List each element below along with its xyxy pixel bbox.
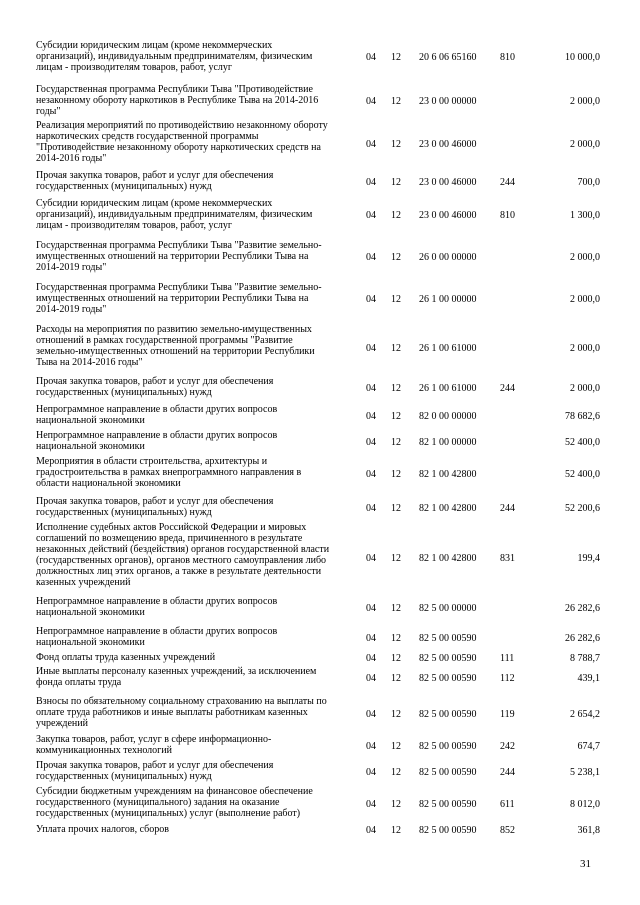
- row-section-code: 04: [366, 741, 376, 752]
- row-subsection-code: 12: [391, 825, 401, 836]
- table-row: [0, 522, 640, 594]
- row-target-article-code: 82 5 00 00590: [419, 799, 477, 810]
- row-target-article-code: 82 5 00 00590: [419, 673, 477, 684]
- row-section-code: 04: [366, 799, 376, 810]
- row-subsection-code: 12: [391, 469, 401, 480]
- row-amount: 2 000,0: [570, 294, 600, 305]
- row-amount: 2 000,0: [570, 343, 600, 354]
- table-row: [0, 430, 640, 454]
- row-expense-type-code: 244: [500, 383, 515, 394]
- row-subsection-code: 12: [391, 437, 401, 448]
- row-description: Закупка товаров, работ, услуг в сфере информационно- коммуникационных технологий: [36, 734, 272, 756]
- row-target-article-code: 82 0 00 00000: [419, 411, 477, 422]
- table-row: [0, 626, 640, 650]
- table-row: [0, 170, 640, 194]
- row-expense-type-code: 244: [500, 767, 515, 778]
- row-amount: 26 282,6: [565, 603, 600, 614]
- row-subsection-code: 12: [391, 767, 401, 778]
- row-expense-type-code: 810: [500, 52, 515, 63]
- row-section-code: 04: [366, 177, 376, 188]
- row-description: Реализация мероприятий по противодействию незаконному обороту наркотических средств государственной программы "Противодействие незаконному обороту наркотических средств на 2014-2016 годы": [36, 120, 328, 164]
- row-description: Субсидии юридическим лицам (кроме некоммерческих организаций), индивидуальным предпринимателям, физическим лицам - производителям товаров, работ, услуг: [36, 40, 313, 73]
- table-row: [0, 282, 640, 316]
- row-subsection-code: 12: [391, 294, 401, 305]
- row-section-code: 04: [366, 252, 376, 263]
- row-target-article-code: 23 0 00 46000: [419, 139, 477, 150]
- row-target-article-code: 26 0 00 00000: [419, 252, 477, 263]
- row-target-article-code: 82 5 00 00590: [419, 825, 477, 836]
- row-amount: 674,7: [577, 741, 600, 752]
- row-expense-type-code: 831: [500, 553, 515, 564]
- row-section-code: 04: [366, 673, 376, 684]
- table-row: [0, 456, 640, 492]
- row-description: Прочая закупка товаров, работ и услуг для обеспечения государственных (муниципальных) нужд: [36, 496, 274, 518]
- row-subsection-code: 12: [391, 177, 401, 188]
- row-description: Расходы на мероприятия по развитию земельно-имущественных отношений в рамках государственной программы "Развитие земельно-имущественных отношений на территории Республики Тыва на 2014-2016 годы": [36, 324, 315, 368]
- row-section-code: 04: [366, 469, 376, 480]
- row-description: Фонд оплаты труда казенных учреждений: [36, 652, 216, 663]
- row-amount: 26 282,6: [565, 633, 600, 644]
- row-target-article-code: 82 5 00 00590: [419, 741, 477, 752]
- row-description: Непрограммное направление в области других вопросов национальной экономики: [36, 626, 278, 648]
- row-target-article-code: 82 1 00 42800: [419, 553, 477, 564]
- row-subsection-code: 12: [391, 603, 401, 614]
- row-section-code: 04: [366, 633, 376, 644]
- row-amount: 8 012,0: [570, 799, 600, 810]
- table-row: [0, 324, 640, 372]
- row-section-code: 04: [366, 437, 376, 448]
- row-description: Прочая закупка товаров, работ и услуг для обеспечения государственных (муниципальных) нужд: [36, 170, 274, 192]
- row-section-code: 04: [366, 825, 376, 836]
- row-target-article-code: 82 5 00 00590: [419, 709, 477, 720]
- row-section-code: 04: [366, 294, 376, 305]
- row-section-code: 04: [366, 139, 376, 150]
- row-description: Уплата прочих налогов, сборов: [36, 824, 169, 835]
- row-subsection-code: 12: [391, 653, 401, 664]
- table-row: [0, 824, 640, 836]
- row-amount: 2 000,0: [570, 139, 600, 150]
- table-row: [0, 84, 640, 118]
- row-amount: 5 238,1: [570, 767, 600, 778]
- row-expense-type-code: 119: [500, 709, 515, 720]
- row-target-article-code: 26 1 00 61000: [419, 383, 477, 394]
- row-amount: 439,1: [577, 673, 600, 684]
- row-amount: 52 400,0: [565, 437, 600, 448]
- row-expense-type-code: 852: [500, 825, 515, 836]
- row-section-code: 04: [366, 343, 376, 354]
- row-description: Государственная программа Республики Тыва "Противодействие незаконному обороту наркотиков в Республике Тыва на 2014-2016 годы": [36, 84, 319, 117]
- row-section-code: 04: [366, 210, 376, 221]
- row-expense-type-code: 242: [500, 741, 515, 752]
- row-description: Мероприятия в области строительства, архитектуры и градостроительства в рамках внепрограммного направления в области национальной экономики: [36, 456, 302, 489]
- row-target-article-code: 26 1 00 61000: [419, 343, 477, 354]
- row-amount: 2 000,0: [570, 383, 600, 394]
- row-section-code: 04: [366, 411, 376, 422]
- row-subsection-code: 12: [391, 799, 401, 810]
- row-amount: 1 300,0: [570, 210, 600, 221]
- row-subsection-code: 12: [391, 210, 401, 221]
- row-target-article-code: 82 5 00 00590: [419, 767, 477, 778]
- table-row: [0, 596, 640, 620]
- row-target-article-code: 82 5 00 00000: [419, 603, 477, 614]
- row-expense-type-code: 611: [500, 799, 515, 810]
- row-description: Прочая закупка товаров, работ и услуг для обеспечения государственных (муниципальных) нужд: [36, 376, 274, 398]
- row-target-article-code: 23 0 00 46000: [419, 177, 477, 188]
- row-subsection-code: 12: [391, 52, 401, 63]
- table-row: [0, 666, 640, 690]
- row-expense-type-code: 112: [500, 673, 515, 684]
- row-amount: 2 000,0: [570, 96, 600, 107]
- table-row: [0, 696, 640, 732]
- row-amount: 52 200,6: [565, 503, 600, 514]
- row-description: Иные выплаты персоналу казенных учреждений, за исключением фонда оплаты труда: [36, 666, 317, 688]
- row-amount: 8 788,7: [570, 653, 600, 664]
- row-target-article-code: 82 1 00 00000: [419, 437, 477, 448]
- row-target-article-code: 82 5 00 00590: [419, 633, 477, 644]
- row-subsection-code: 12: [391, 139, 401, 150]
- table-row: [0, 496, 640, 520]
- row-description: Исполнение судебных актов Российской Федерации и мировых соглашений по возмещению вреда, причиненного в результате незаконных действий (бездействия) органов государственной власти (государственных органов), органов местного самоуправления либо должностных лиц этих органов, а также в результате деятельности казенных учреждений: [36, 522, 330, 588]
- row-target-article-code: 23 0 00 46000: [419, 210, 477, 221]
- table-row: [0, 734, 640, 758]
- table-row: [0, 404, 640, 428]
- row-section-code: 04: [366, 503, 376, 514]
- table-row: [0, 198, 640, 232]
- row-subsection-code: 12: [391, 411, 401, 422]
- row-subsection-code: 12: [391, 383, 401, 394]
- row-section-code: 04: [366, 52, 376, 63]
- table-row: [0, 120, 640, 168]
- table-row: [0, 240, 640, 274]
- row-expense-type-code: 244: [500, 177, 515, 188]
- page-number: 31: [580, 858, 591, 870]
- row-section-code: 04: [366, 709, 376, 720]
- row-target-article-code: 23 0 00 00000: [419, 96, 477, 107]
- row-description: Непрограммное направление в области других вопросов национальной экономики: [36, 430, 278, 452]
- row-description: Субсидии юридическим лицам (кроме некоммерческих организаций), индивидуальным предпринимателям, физическим лицам - производителям товаров, работ, услуг: [36, 198, 313, 231]
- row-target-article-code: 26 1 00 00000: [419, 294, 477, 305]
- row-section-code: 04: [366, 96, 376, 107]
- table-row: [0, 40, 640, 74]
- row-amount: 10 000,0: [565, 52, 600, 63]
- row-amount: 2 000,0: [570, 252, 600, 263]
- row-target-article-code: 82 1 00 42800: [419, 469, 477, 480]
- row-description: Прочая закупка товаров, работ и услуг для обеспечения государственных (муниципальных) нужд: [36, 760, 274, 782]
- row-subsection-code: 12: [391, 503, 401, 514]
- row-amount: 700,0: [577, 177, 600, 188]
- row-subsection-code: 12: [391, 709, 401, 720]
- row-section-code: 04: [366, 603, 376, 614]
- row-amount: 2 654,2: [570, 709, 600, 720]
- row-description: Государственная программа Республики Тыва "Развитие земельно- имущественных отношений на территории Республики Тыва на 2014-2019 годы": [36, 282, 322, 315]
- row-subsection-code: 12: [391, 741, 401, 752]
- row-subsection-code: 12: [391, 633, 401, 644]
- row-section-code: 04: [366, 383, 376, 394]
- table-row: [0, 652, 640, 664]
- row-section-code: 04: [366, 767, 376, 778]
- row-amount: 52 400,0: [565, 469, 600, 480]
- row-section-code: 04: [366, 653, 376, 664]
- row-target-article-code: 82 1 00 42800: [419, 503, 477, 514]
- row-amount: 78 682,6: [565, 411, 600, 422]
- row-expense-type-code: 244: [500, 503, 515, 514]
- row-target-article-code: 20 6 06 65160: [419, 52, 477, 63]
- row-amount: 361,8: [577, 825, 600, 836]
- row-description: Непрограммное направление в области других вопросов национальной экономики: [36, 404, 278, 426]
- table-row: [0, 786, 640, 822]
- row-description: Непрограммное направление в области других вопросов национальной экономики: [36, 596, 278, 618]
- row-target-article-code: 82 5 00 00590: [419, 653, 477, 664]
- row-subsection-code: 12: [391, 96, 401, 107]
- table-row: [0, 376, 640, 400]
- row-subsection-code: 12: [391, 673, 401, 684]
- row-description: Государственная программа Республики Тыва "Развитие земельно- имущественных отношений на территории Республики Тыва на 2014-2019 годы": [36, 240, 322, 273]
- row-amount: 199,4: [577, 553, 600, 564]
- row-expense-type-code: 111: [500, 653, 515, 664]
- row-description: Взносы по обязательному социальному страхованию на выплаты по оплате труда работников и иные выплаты работникам казенных учреждений: [36, 696, 327, 729]
- row-subsection-code: 12: [391, 252, 401, 263]
- row-subsection-code: 12: [391, 343, 401, 354]
- row-subsection-code: 12: [391, 553, 401, 564]
- row-section-code: 04: [366, 553, 376, 564]
- row-expense-type-code: 810: [500, 210, 515, 221]
- row-description: Субсидии бюджетным учреждениям на финансовое обеспечение государственного (муниципального) задания на оказание государственных (муниципальных) услуг (выполнение работ): [36, 786, 313, 819]
- table-row: [0, 760, 640, 784]
